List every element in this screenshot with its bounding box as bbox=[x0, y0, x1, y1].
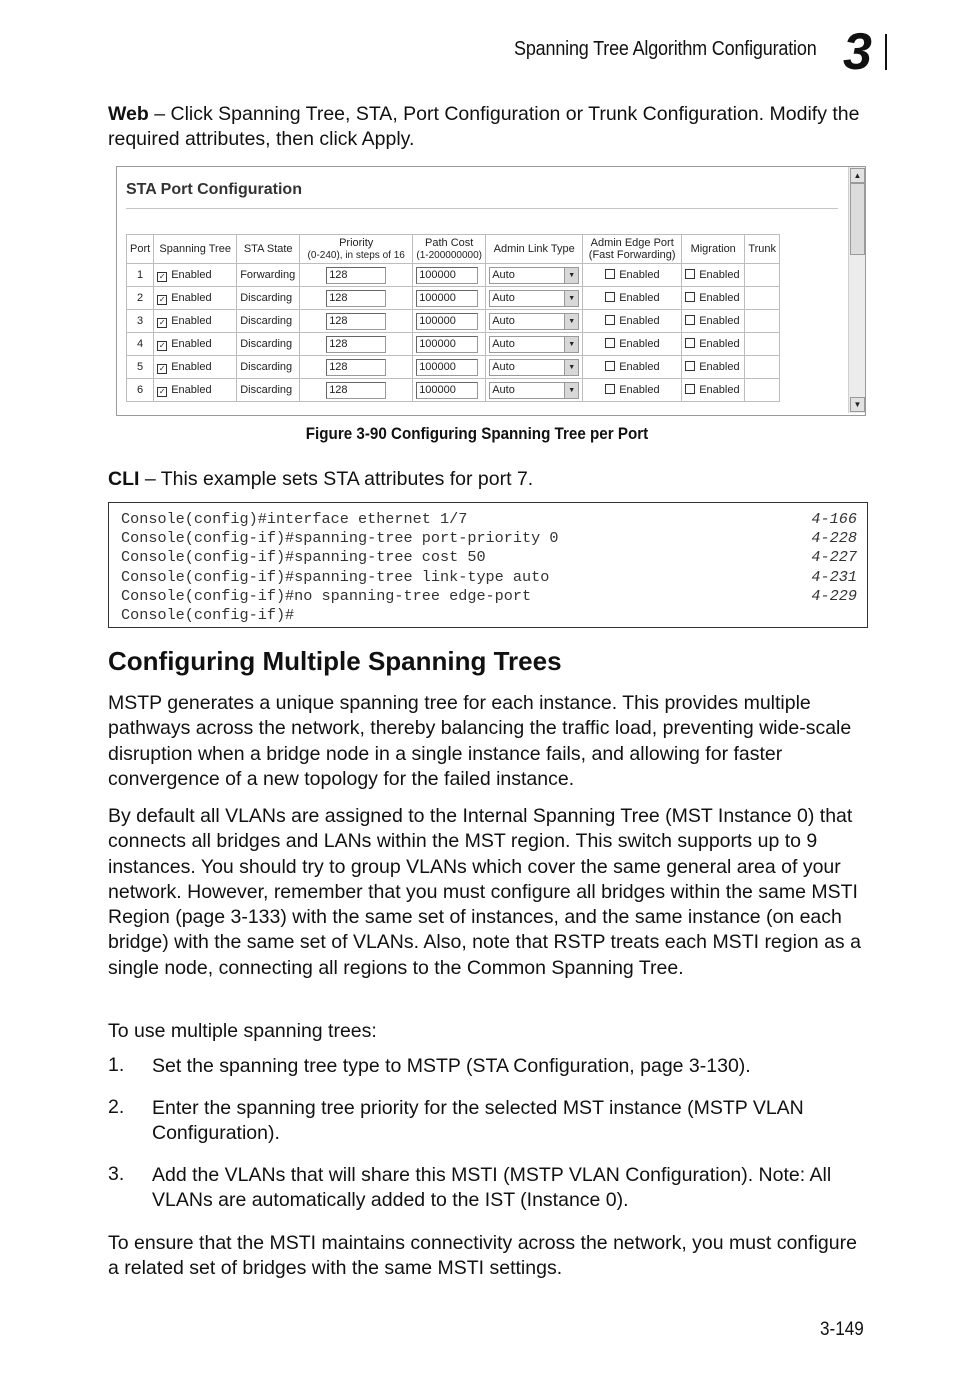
col-admin-link-type: Admin Link Type bbox=[486, 235, 583, 264]
paragraph-mstp: MSTP generates a unique spanning tree for each instance. This provides multiple pathways across the network, thereby balancing the traffic load, preventing wide-scale disruption when a bridge node in a single instance fails, and allowing for faster convergence of a new topology for the failed instance. bbox=[108, 692, 852, 790]
col-trunk: Trunk bbox=[745, 235, 780, 264]
page-number: 3-149 bbox=[820, 1319, 864, 1340]
cell-migration bbox=[682, 264, 745, 287]
link-type-value: Auto bbox=[492, 268, 515, 281]
cell-trunk bbox=[745, 264, 780, 287]
cell-admin-edge-port bbox=[583, 287, 682, 310]
cell-spanning-tree bbox=[154, 333, 237, 356]
cell-trunk bbox=[745, 287, 780, 310]
screenshot-title: STA Port Configuration bbox=[126, 181, 302, 198]
migration-checkbox[interactable] bbox=[685, 361, 695, 371]
col-path-cost-range: (1-200000000) bbox=[416, 249, 482, 261]
cell-admin-link-type bbox=[486, 264, 583, 287]
cell-admin-edge-port bbox=[583, 310, 682, 333]
cell-spanning-tree bbox=[154, 356, 237, 379]
priority-input[interactable]: 128 bbox=[326, 267, 386, 284]
cell-priority bbox=[300, 333, 413, 356]
cell-trunk bbox=[745, 356, 780, 379]
scroll-up-arrow-icon[interactable]: ▲ bbox=[850, 168, 865, 183]
edge-port-checkbox[interactable] bbox=[605, 384, 615, 394]
path-cost-input[interactable]: 100000 bbox=[416, 336, 478, 353]
cell-sta-state: Discarding bbox=[237, 379, 300, 402]
link-type-select[interactable] bbox=[489, 336, 579, 353]
chapter-number: 3 bbox=[843, 23, 872, 81]
cell-admin-edge-port bbox=[583, 333, 682, 356]
cell-trunk bbox=[745, 333, 780, 356]
code-command: Console(config-if)# bbox=[121, 606, 295, 624]
cell-sta-state: Forwarding bbox=[237, 264, 300, 287]
col-priority-label: Priority bbox=[339, 236, 374, 249]
dropdown-arrow-icon[interactable]: ▼ bbox=[564, 291, 578, 306]
col-admin-edge-port bbox=[583, 235, 682, 264]
cli-text: – This example sets STA attributes for port 7. bbox=[139, 468, 534, 490]
web-label: Web bbox=[108, 103, 149, 125]
col-priority-range: (0-240), in steps of 16 bbox=[307, 249, 405, 261]
cell-sta-state: Discarding bbox=[237, 310, 300, 333]
vertical-scrollbar[interactable] bbox=[848, 167, 865, 413]
cell-admin-link-type bbox=[486, 356, 583, 379]
col-sta-state: STA State bbox=[237, 235, 300, 264]
cell-path-cost bbox=[413, 310, 486, 333]
cell-migration bbox=[682, 310, 745, 333]
code-command: Console(config-if)#spanning-tree port-priority 0 bbox=[121, 529, 559, 547]
cell-path-cost bbox=[413, 333, 486, 356]
link-type-value: Auto bbox=[492, 314, 515, 327]
cell-sta-state: Discarding bbox=[237, 356, 300, 379]
table-header-row bbox=[127, 235, 780, 264]
cell-migration bbox=[682, 333, 745, 356]
cell-port: 4 bbox=[127, 333, 154, 356]
migration-label: Enabled bbox=[699, 384, 740, 396]
spanning-tree-checkbox[interactable]: ✓ bbox=[158, 340, 166, 350]
migration-label: Enabled bbox=[699, 338, 740, 350]
code-page-ref: 4-231 bbox=[811, 568, 857, 586]
priority-input[interactable]: 128 bbox=[326, 290, 386, 307]
paragraph-msti-connectivity: To ensure that the MSTI maintains connectivity across the network, you must configure a related set of bridges with the same MSTI settings. bbox=[108, 1232, 857, 1280]
migration-checkbox[interactable] bbox=[685, 384, 695, 394]
cell-path-cost bbox=[413, 287, 486, 310]
cell-priority bbox=[300, 264, 413, 287]
col-edge-sub: (Fast Forwarding) bbox=[588, 249, 676, 261]
cli-code-block bbox=[108, 502, 868, 628]
path-cost-input[interactable]: 100000 bbox=[416, 267, 478, 284]
cell-migration bbox=[682, 379, 745, 402]
web-text: – Click Spanning Tree, STA, Port Configuration or Trunk Configuration. Modify the required attributes, then click Apply. bbox=[108, 103, 860, 151]
edge-port-checkbox[interactable] bbox=[605, 338, 615, 348]
dropdown-arrow-icon[interactable]: ▼ bbox=[564, 383, 578, 398]
cell-trunk bbox=[745, 379, 780, 402]
spanning-tree-checkbox[interactable]: ✓ bbox=[158, 294, 166, 304]
dropdown-arrow-icon[interactable]: ▼ bbox=[564, 314, 578, 329]
migration-checkbox[interactable] bbox=[685, 269, 695, 279]
cell-spanning-tree bbox=[154, 264, 237, 287]
edge-port-checkbox[interactable] bbox=[605, 292, 615, 302]
link-type-value: Auto bbox=[492, 383, 515, 396]
step-number: 1. bbox=[108, 1054, 125, 1076]
code-command: Console(config-if)#spanning-tree cost 50 bbox=[121, 548, 486, 566]
running-header: Spanning Tree Algorithm Configuration bbox=[514, 38, 817, 60]
step-number: 2. bbox=[108, 1096, 125, 1118]
cell-migration bbox=[682, 356, 745, 379]
section-heading: Configuring Multiple Spanning Trees bbox=[108, 646, 562, 676]
sta-port-table bbox=[126, 234, 780, 402]
scroll-thumb[interactable] bbox=[850, 183, 865, 255]
spanning-tree-label: Enabled bbox=[171, 268, 212, 281]
code-page-ref: 4-228 bbox=[811, 529, 857, 547]
cell-spanning-tree bbox=[154, 287, 237, 310]
code-page-ref: 4-166 bbox=[811, 510, 857, 528]
step-text: Set the spanning tree type to MSTP (STA Configuration, page 3-130). bbox=[152, 1055, 751, 1077]
title-divider bbox=[126, 208, 838, 209]
table-body bbox=[127, 264, 780, 402]
table-row bbox=[127, 379, 780, 402]
path-cost-input[interactable]: 100000 bbox=[416, 290, 478, 307]
table-row bbox=[127, 333, 780, 356]
cli-label: CLI bbox=[108, 468, 140, 490]
cell-admin-edge-port bbox=[583, 264, 682, 287]
col-migration: Migration bbox=[682, 235, 745, 264]
sta-port-config-screenshot bbox=[116, 166, 866, 416]
migration-label: Enabled bbox=[699, 315, 740, 327]
code-line bbox=[121, 510, 857, 529]
link-type-value: Auto bbox=[492, 291, 515, 304]
cell-admin-link-type bbox=[486, 287, 583, 310]
col-spanning-tree: Spanning Tree bbox=[154, 235, 237, 264]
cell-priority bbox=[300, 287, 413, 310]
cell-port: 3 bbox=[127, 310, 154, 333]
cell-admin-edge-port bbox=[583, 356, 682, 379]
code-page-ref: 4-227 bbox=[811, 548, 857, 566]
link-type-select[interactable] bbox=[489, 290, 579, 307]
spanning-tree-checkbox[interactable]: ✓ bbox=[158, 317, 166, 327]
col-path-cost bbox=[413, 235, 486, 264]
cell-admin-link-type bbox=[486, 379, 583, 402]
spanning-tree-label: Enabled bbox=[171, 314, 212, 327]
code-command: Console(config)#interface ethernet 1/7 bbox=[121, 510, 468, 528]
cell-trunk bbox=[745, 310, 780, 333]
table-row bbox=[127, 310, 780, 333]
link-type-select[interactable] bbox=[489, 313, 579, 330]
priority-input[interactable]: 128 bbox=[326, 313, 386, 330]
path-cost-input[interactable]: 100000 bbox=[416, 382, 478, 399]
code-line bbox=[121, 568, 857, 587]
migration-checkbox[interactable] bbox=[685, 338, 695, 348]
cell-path-cost bbox=[413, 264, 486, 287]
spanning-tree-label: Enabled bbox=[171, 291, 212, 304]
edge-port-label: Enabled bbox=[619, 384, 660, 396]
chapter-divider bbox=[885, 34, 887, 70]
paragraph-to-use: To use multiple spanning trees: bbox=[108, 1020, 377, 1042]
path-cost-input[interactable]: 100000 bbox=[416, 313, 478, 330]
cell-priority bbox=[300, 310, 413, 333]
cell-path-cost bbox=[413, 379, 486, 402]
migration-label: Enabled bbox=[699, 292, 740, 304]
edge-port-checkbox[interactable] bbox=[605, 361, 615, 371]
spanning-tree-checkbox[interactable]: ✓ bbox=[158, 271, 166, 281]
link-type-value: Auto bbox=[492, 337, 515, 350]
step-text: Add the VLANs that will share this MSTI (MSTP VLAN Configuration). Note: All VLANs are automatically added to the IST (Instance 0). bbox=[152, 1164, 832, 1212]
priority-input[interactable]: 128 bbox=[326, 336, 386, 353]
cell-port: 5 bbox=[127, 356, 154, 379]
cell-priority bbox=[300, 356, 413, 379]
migration-label: Enabled bbox=[699, 361, 740, 373]
col-port: Port bbox=[127, 235, 154, 264]
cell-admin-link-type bbox=[486, 333, 583, 356]
table-row bbox=[127, 287, 780, 310]
table-row bbox=[127, 356, 780, 379]
code-line bbox=[121, 606, 857, 625]
link-type-select[interactable] bbox=[489, 267, 579, 284]
cell-port: 1 bbox=[127, 264, 154, 287]
code-line bbox=[121, 548, 857, 567]
code-page-ref: 4-229 bbox=[811, 587, 857, 605]
cell-admin-edge-port bbox=[583, 379, 682, 402]
cell-admin-link-type bbox=[486, 310, 583, 333]
cell-port: 2 bbox=[127, 287, 154, 310]
paragraph-default-vlans: By default all VLANs are assigned to the Internal Spanning Tree (MST Instance 0) that connects all bridges and LANs within the MST region. This switch supports up to 9 instances. You should try to group VLANs which cover the same general area of your network. However, remember that you must configure all bridges within the same MSTI Region (page 3-133) with the same set of instances, and the same instance (on each bridge) with the same set of VLANs. Also, note that RSTP treats each MSTI region as a single node, connecting all regions to the Common Spanning Tree. bbox=[108, 805, 861, 979]
cell-sta-state: Discarding bbox=[237, 333, 300, 356]
cell-migration bbox=[682, 287, 745, 310]
spanning-tree-checkbox[interactable]: ✓ bbox=[158, 363, 166, 373]
code-command: Console(config-if)#no spanning-tree edge-port bbox=[121, 587, 532, 605]
cell-sta-state: Discarding bbox=[237, 287, 300, 310]
spanning-tree-label: Enabled bbox=[171, 337, 212, 350]
code-command: Console(config-if)#spanning-tree link-type auto bbox=[121, 568, 550, 586]
cli-instructions bbox=[108, 467, 868, 492]
edge-port-label: Enabled bbox=[619, 269, 660, 281]
edge-port-label: Enabled bbox=[619, 315, 660, 327]
dropdown-arrow-icon[interactable]: ▼ bbox=[564, 360, 578, 375]
edge-port-label: Enabled bbox=[619, 338, 660, 350]
link-type-value: Auto bbox=[492, 360, 515, 373]
migration-checkbox[interactable] bbox=[685, 292, 695, 302]
edge-port-label: Enabled bbox=[619, 292, 660, 304]
code-line bbox=[121, 529, 857, 548]
dropdown-arrow-icon[interactable]: ▼ bbox=[564, 337, 578, 352]
spanning-tree-checkbox[interactable]: ✓ bbox=[158, 386, 166, 396]
spanning-tree-label: Enabled bbox=[171, 383, 212, 396]
web-instructions bbox=[108, 102, 868, 153]
col-path-cost-label: Path Cost bbox=[425, 236, 474, 249]
cell-priority bbox=[300, 379, 413, 402]
link-type-select[interactable] bbox=[489, 382, 579, 399]
priority-input[interactable]: 128 bbox=[326, 382, 386, 399]
priority-input[interactable]: 128 bbox=[326, 359, 386, 376]
cell-path-cost bbox=[413, 356, 486, 379]
migration-label: Enabled bbox=[699, 269, 740, 281]
cell-spanning-tree bbox=[154, 379, 237, 402]
cell-port: 6 bbox=[127, 379, 154, 402]
step-number: 3. bbox=[108, 1163, 125, 1185]
col-priority bbox=[300, 235, 413, 264]
code-line bbox=[121, 587, 857, 606]
edge-port-label: Enabled bbox=[619, 361, 660, 373]
cell-spanning-tree bbox=[154, 310, 237, 333]
link-type-select[interactable] bbox=[489, 359, 579, 376]
migration-checkbox[interactable] bbox=[685, 315, 695, 325]
step-text: Enter the spanning tree priority for the selected MST instance (MSTP VLAN Configuration). bbox=[152, 1097, 804, 1145]
table-row bbox=[127, 264, 780, 287]
edge-port-checkbox[interactable] bbox=[605, 269, 615, 279]
spanning-tree-label: Enabled bbox=[171, 360, 212, 373]
dropdown-arrow-icon[interactable]: ▼ bbox=[564, 268, 578, 283]
edge-port-checkbox[interactable] bbox=[605, 315, 615, 325]
path-cost-input[interactable]: 100000 bbox=[416, 359, 478, 376]
col-edge-label: Admin Edge Port bbox=[590, 237, 674, 249]
figure-caption: Figure 3-90 Configuring Spanning Tree per Port bbox=[305, 425, 649, 443]
scroll-down-arrow-icon[interactable]: ▼ bbox=[850, 397, 865, 412]
